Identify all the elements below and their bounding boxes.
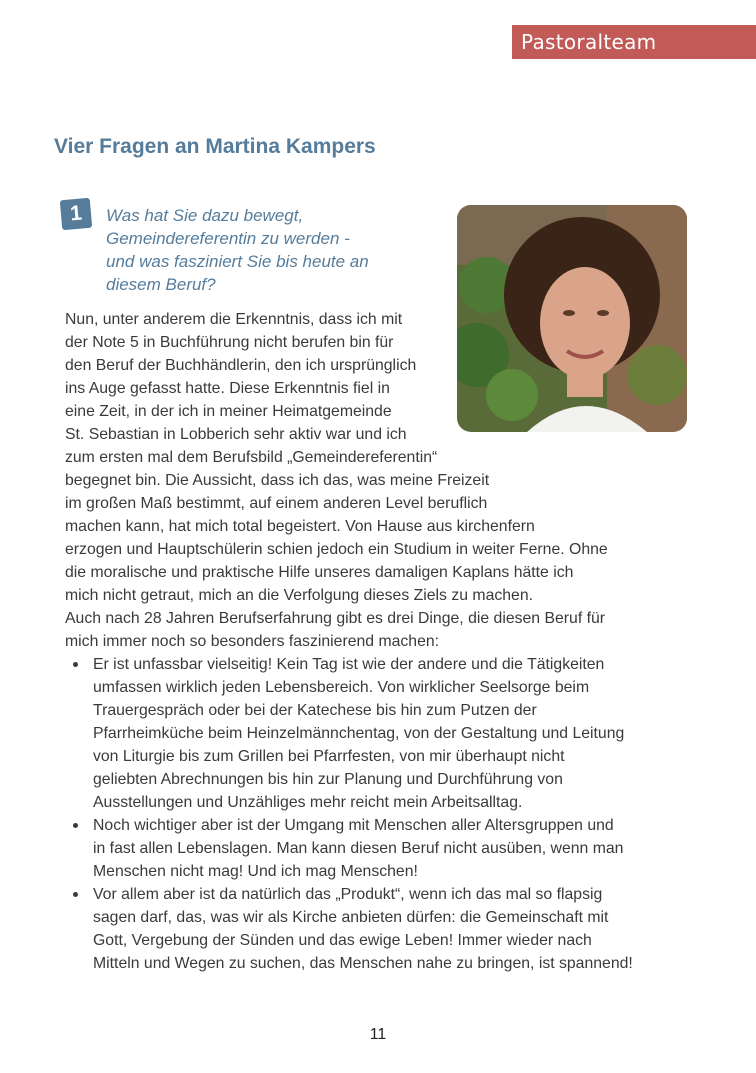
text-line: die moralische und praktische Hilfe unseres damaligen Kaplans hätte ich xyxy=(65,564,574,581)
text-line: St. Sebastian in Lobberich sehr aktiv war und ich xyxy=(65,426,407,443)
text-line: machen kann, hat mich total begeistert. Von Hause aus kirchenfern xyxy=(65,518,535,535)
text-line: von Liturgie bis zum Grillen bei Pfarrfesten, von mir überhaupt nicht xyxy=(93,748,565,765)
text-line: Auch nach 28 Jahren Berufserfahrung gibt es drei Dinge, die diesen Beruf für xyxy=(65,610,606,627)
paragraph-2 xyxy=(65,607,635,653)
text-line: umfassen wirklich jeden Lebensbereich. Von wirklicher Seelsorge beim xyxy=(93,679,590,696)
text-line: Ausstellungen und Unzähliges mehr reicht mein Arbeitsalltag. xyxy=(93,794,523,811)
bullet-item xyxy=(65,653,635,814)
question-line: diesem Beruf? xyxy=(106,275,216,294)
text-line: ins Auge gefasst hatte. Diese Erkenntnis fiel in xyxy=(65,380,390,397)
bullet-item xyxy=(65,883,635,975)
text-line: Menschen nicht mag! Und ich mag Menschen! xyxy=(93,863,418,880)
bullet-list xyxy=(65,653,635,975)
text-line: in fast allen Lebenslagen. Man kann diesen Beruf nicht ausüben, wenn man xyxy=(93,840,624,857)
text-line: Nun, unter anderem die Erkenntnis, dass ich mit xyxy=(65,311,403,328)
text-line: mich nicht getraut, mich an die Verfolgung dieses Ziels zu machen. xyxy=(65,587,534,604)
text-line: mich immer noch so besonders faszinierend machen: xyxy=(65,633,440,650)
text-line: Mitteln und Wegen zu suchen, das Menschen nahe zu bringen, ist spannend! xyxy=(93,955,633,972)
text-line: im großen Maß bestimmt, auf einem anderen Level beruflich xyxy=(65,495,488,512)
section-header-tab: Pastoralteam xyxy=(512,25,756,59)
text-line: Er ist unfassbar vielseitig! Kein Tag ist wie der andere und die Tätigkeiten xyxy=(93,656,605,673)
text-line: begegnet bin. Die Aussicht, dass ich das, was meine Freizeit xyxy=(65,472,490,489)
text-line: zum ersten mal dem Berufsbild „Gemeindereferentin“ xyxy=(65,449,438,466)
text-line: Pfarrheimküche beim Heinzelmännchentag, von der Gestaltung und Leitung xyxy=(93,725,625,742)
bullet-item xyxy=(65,814,635,883)
article-body xyxy=(65,308,635,975)
text-line: eine Zeit, in der ich in meiner Heimatgemeinde xyxy=(65,403,392,420)
text-line: den Beruf der Buchhändlerin, den ich ursprünglich xyxy=(65,357,417,374)
paragraph-1 xyxy=(65,308,635,607)
question-line: und was fasziniert Sie bis heute an xyxy=(106,252,369,271)
question-text xyxy=(106,204,426,296)
text-line: der Note 5 in Buchführung nicht berufen bin für xyxy=(65,334,394,351)
text-line: sagen darf, das, was wir als Kirche anbieten dürfen: die Gemeinschaft mit xyxy=(93,909,609,926)
text-line: Trauergespräch oder bei der Katechese bis hin zum Putzen der xyxy=(93,702,537,719)
text-line: geliebten Abrechnungen bis hin zur Planung und Durchführung von xyxy=(93,771,563,788)
question-number-badge: 1 xyxy=(60,198,93,231)
text-line: erzogen und Hauptschülerin schien jedoch ein Studium in weiter Ferne. Ohne xyxy=(65,541,608,558)
text-line: Noch wichtiger aber ist der Umgang mit Menschen aller Altersgruppen und xyxy=(93,817,614,834)
text-line: Gott, Vergebung der Sünden und das ewige Leben! Immer wieder nach xyxy=(93,932,592,949)
article-title: Vier Fragen an Martina Kampers xyxy=(54,135,376,158)
page-number: 11 xyxy=(369,1026,387,1043)
text-line: Vor allem aber ist da natürlich das „Produkt“, wenn ich das mal so flapsig xyxy=(93,886,603,903)
question-line: Gemeindereferentin zu werden - xyxy=(106,229,350,248)
question-line: Was hat Sie dazu bewegt, xyxy=(106,206,304,225)
